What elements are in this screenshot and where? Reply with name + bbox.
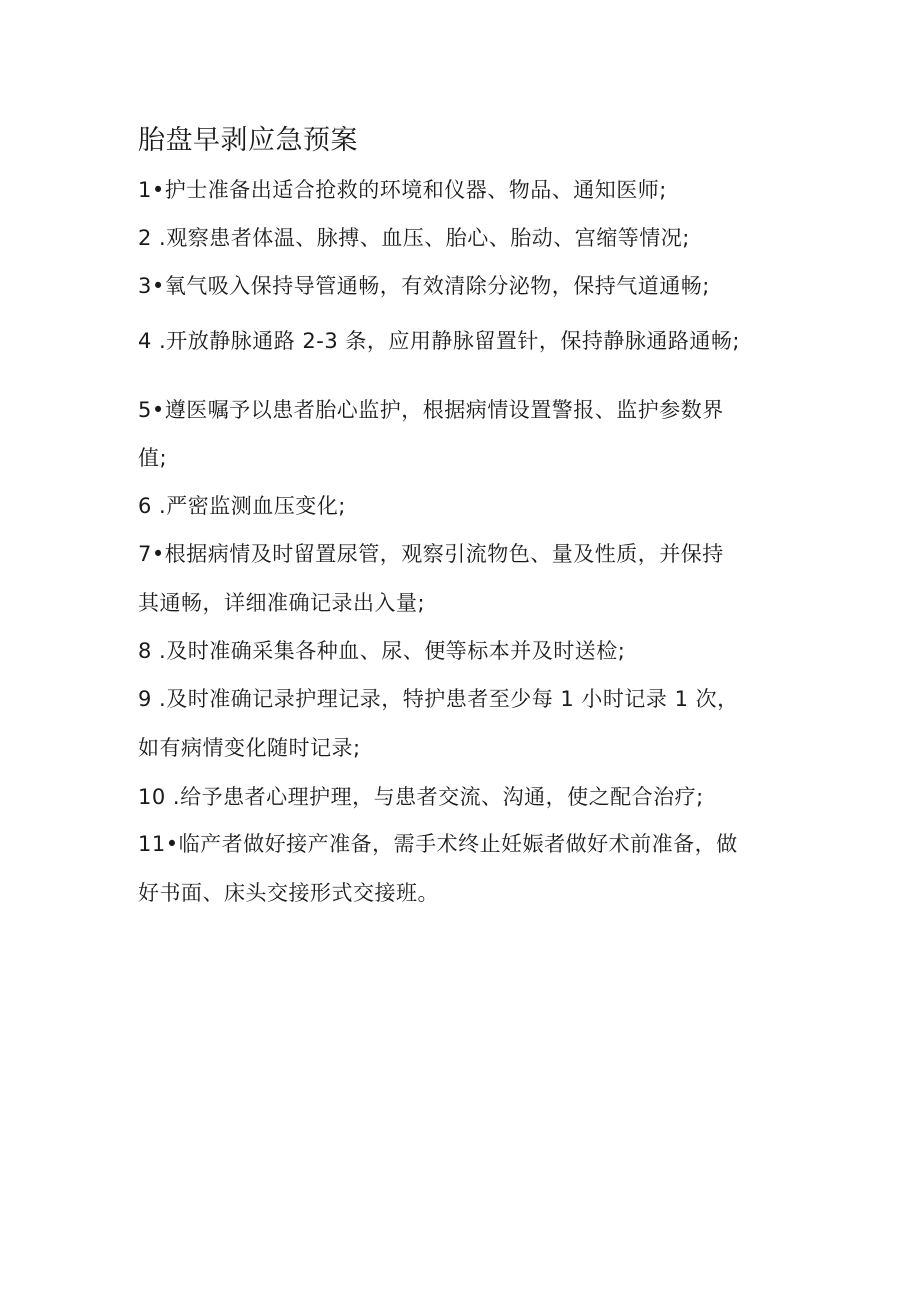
text-line-15: 好书面、床头交接形式交接班。 — [138, 881, 439, 905]
text-line-12: 如有病情变化随时记录; — [138, 736, 361, 760]
document-title: 胎盘早剥应急预案 — [138, 125, 358, 156]
text-line-3: 3•氧气吸入保持导管通畅，有效清除分泌物，保持气道通畅; — [138, 274, 710, 298]
text-line-7: 6 .严密监测血压变化; — [138, 494, 346, 518]
text-line-9: 其通畅，详细准确记录出入量; — [138, 591, 426, 615]
text-line-11: 9 .及时准确记录护理记录，特护患者至少每 1 小时记录 1 次， — [138, 687, 739, 711]
text-line-6: 值; — [138, 446, 168, 470]
text-line-2: 2 .观察患者体温、脉搏、血压、胎心、胎动、宫缩等情况; — [138, 226, 690, 250]
text-line-1: 1•护士准备出适合抢救的环境和仪器、物品、通知医师; — [138, 178, 667, 202]
text-line-5: 5•遵医嘱予以患者胎心监护，根据病情设置警报、监护参数界 — [138, 398, 724, 422]
text-line-14: 11•临产者做好接产准备，需手术终止妊娠者做好术前准备，做 — [138, 832, 738, 856]
text-line-13: 10 .给予患者心理护理，与患者交流、沟通，使之配合治疗; — [138, 785, 704, 809]
text-line-4: 4 .开放静脉通路 2-3 条，应用静脉留置针，保持静脉通路通畅; — [138, 329, 740, 353]
text-line-8: 7•根据病情及时留置尿管，观察引流物色、量及性质，并保持 — [138, 542, 724, 566]
text-line-10: 8 .及时准确采集各种血、尿、便等标本并及时送检; — [138, 639, 626, 663]
